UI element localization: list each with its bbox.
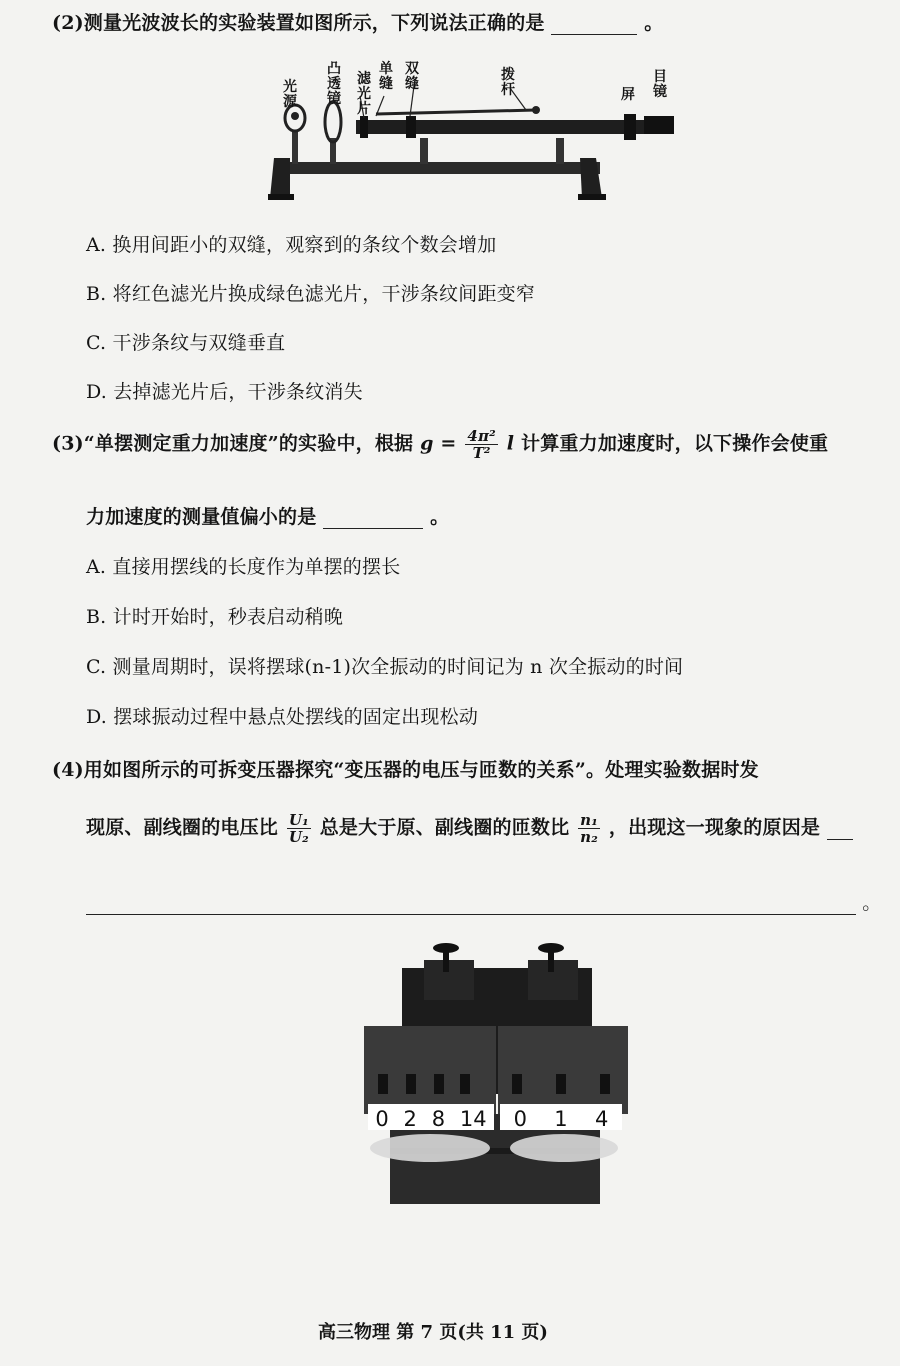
q2-answer-blank [551, 12, 637, 35]
q4-voltage-ratio [287, 812, 311, 845]
label-eyepiece: 目镜 [653, 69, 667, 100]
q3-answer-blank [323, 506, 423, 529]
q4-stem-line2 [86, 812, 853, 845]
q4-answer-blank [86, 892, 856, 915]
q2-stem-text: (2)测量光波波长的实验装置如图所示，下列说法正确的是 [52, 12, 545, 34]
transformer-figure [360, 938, 630, 1210]
q3-formula-fraction [465, 428, 498, 461]
q4-turns-ratio [578, 812, 600, 845]
q3-end: 。 [430, 506, 450, 528]
q4-turns-denominator: n₂ [580, 828, 599, 846]
q2-option-b: B. 将红色滤光片换成绿色滤光片，干涉条纹间距变窄 [86, 283, 536, 305]
q4-turns-numerator: n₁ [580, 811, 599, 829]
q2-stem [52, 8, 663, 35]
transformer-primary-terminal-labels [368, 1106, 494, 1132]
q4-voltage-denominator: U₂ [288, 828, 309, 846]
label-filter: 滤光片 [357, 71, 371, 117]
page-footer: 高三物理 第 7 页(共 11 页) [318, 1322, 548, 1343]
terminal-label-primary-0: 0 [375, 1107, 389, 1131]
label-convex-lens: 凸透镜 [327, 61, 341, 107]
q2-end: 。 [644, 12, 664, 34]
terminal-label-primary-2: 2 [403, 1107, 417, 1131]
label-single-slit: 单缝 [379, 61, 393, 92]
q4-line2-post: ，出现这一现象的原因是 [608, 816, 821, 839]
q4-stem-line1: (4)用如图所示的可拆变压器探究“变压器的电压与匝数的关系”。处理实验数据时发 [52, 759, 759, 781]
q4-answer-line [86, 888, 881, 915]
transformer-secondary-terminal-labels [500, 1106, 622, 1132]
q4-answer-blank-start [827, 817, 853, 840]
terminal-label-secondary-4: 4 [594, 1107, 609, 1131]
label-double-slit: 双缝 [405, 61, 419, 92]
q3-option-b: B. 计时开始时，秒表启动稍晚 [86, 606, 344, 628]
label-screen: 屏 [621, 87, 635, 103]
q3-formula-l: l [506, 432, 515, 455]
label-lever: 拨杆 [501, 67, 515, 98]
q3-formula-denominator: T² [465, 444, 498, 461]
terminal-label-primary-8: 8 [431, 1107, 446, 1131]
q3-formula-numerator: 4π² [467, 427, 496, 445]
q3-line1-post: 计算重力加速度时，以下操作会使重 [521, 432, 829, 455]
q3-formula-g: g = [420, 432, 457, 455]
q3-option-a: A. 直接用摆线的长度作为单摆的摆长 [86, 556, 401, 578]
q3-line1-pre: (3)“单摆测定重力加速度”的实验中，根据 [52, 432, 414, 455]
q2-option-c: C. 干涉条纹与双缝垂直 [86, 332, 286, 354]
q3-option-d: D. 摆球振动过程中悬点处摆线的固定出现松动 [86, 706, 479, 728]
q3-stem-line1 [52, 428, 828, 461]
terminal-label-secondary-0: 0 [513, 1107, 528, 1131]
q2-option-a: A. 换用间距小的双缝，观察到的条纹个数会增加 [86, 234, 497, 256]
q4-end: 。 [862, 892, 882, 914]
q3-option-c: C. 测量周期时，误将摆球(n-1)次全振动的时间记为 n 次全振动的时间 [86, 656, 684, 678]
q4-line2-pre: 现原、副线圈的电压比 [86, 816, 279, 839]
label-light-source: 光源 [283, 79, 297, 110]
q3-line2-text: 力加速度的测量值偏小的是 [86, 506, 317, 528]
q2-option-d: D. 去掉滤光片后，干涉条纹消失 [86, 381, 363, 403]
q4-line2-mid: 总是大于原、副线圈的匝数比 [319, 816, 570, 839]
terminal-label-secondary-1: 1 [554, 1107, 568, 1131]
terminal-label-primary-14: 14 [459, 1107, 487, 1131]
q4-voltage-numerator: U₁ [288, 811, 309, 829]
q3-stem-line2 [86, 502, 449, 529]
